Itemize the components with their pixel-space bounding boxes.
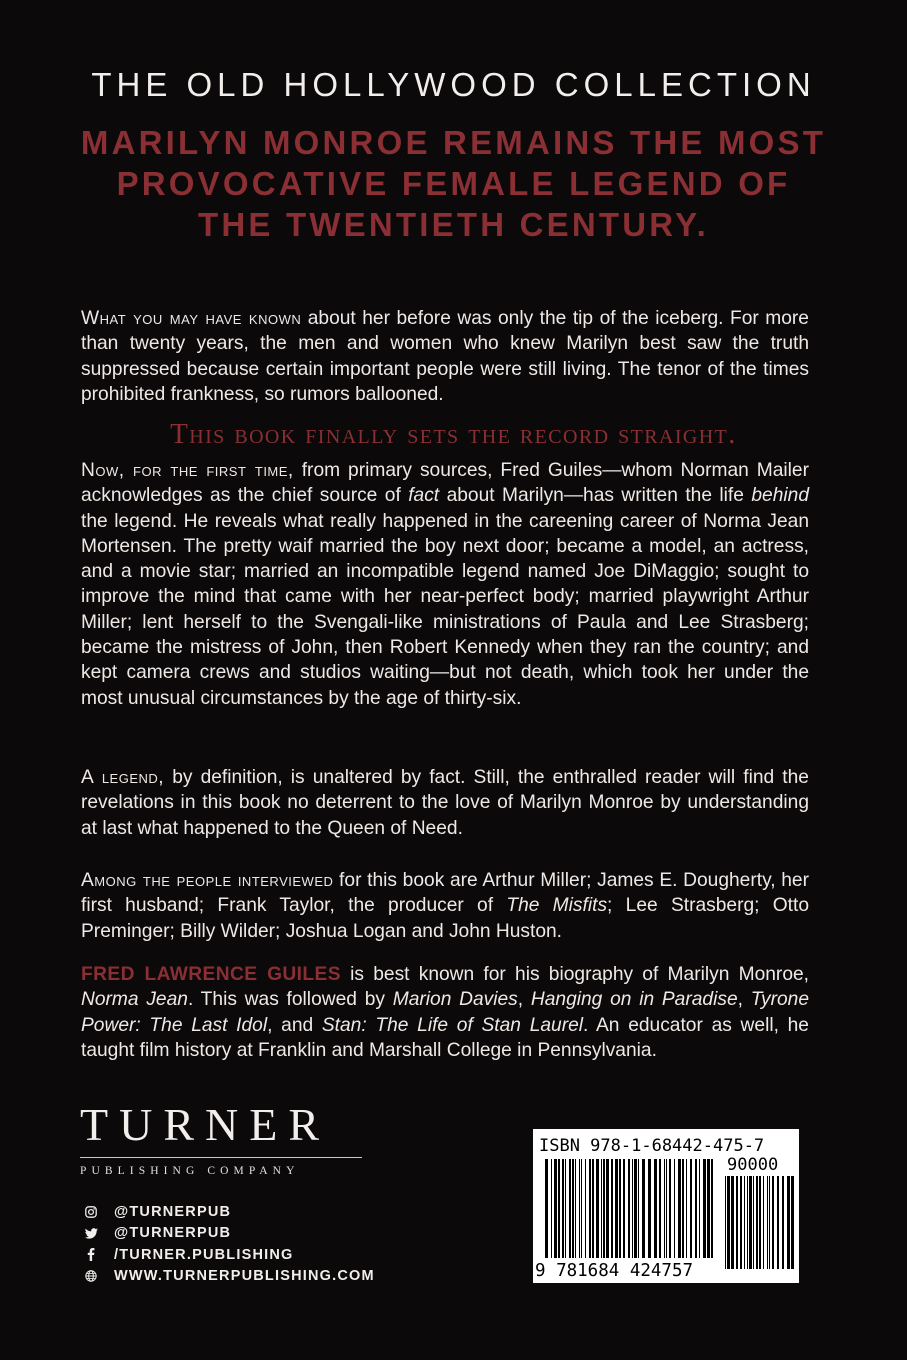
barcode-bar bbox=[554, 1159, 557, 1258]
interviewees-misfits: The Misfits bbox=[506, 895, 608, 917]
barcode-bar bbox=[611, 1159, 613, 1258]
globe-icon bbox=[84, 1269, 98, 1283]
barcode-bar bbox=[654, 1159, 657, 1258]
barcode-bar bbox=[749, 1176, 752, 1269]
price-code: 90000 bbox=[727, 1155, 779, 1175]
barcode-bar bbox=[666, 1159, 667, 1258]
publisher-logo bbox=[80, 1099, 364, 1177]
callout-line: This book finally sets the record straight. bbox=[170, 418, 737, 450]
isbn-label: ISBN 978-1-68442-475-7 bbox=[539, 1136, 765, 1156]
barcode-bar bbox=[731, 1176, 734, 1269]
social-label-website: WWW.TURNERPUBLISHING.COM bbox=[114, 1268, 375, 1285]
barcode-bar bbox=[782, 1176, 784, 1269]
social-row-twitter[interactable] bbox=[84, 1223, 375, 1245]
barcode-bar bbox=[589, 1159, 591, 1258]
bio-text-c: , bbox=[517, 989, 531, 1011]
headline: MARILYN MONROE REMAINS THE MOST PROVOCATIVE FEMALE LEGEND OF THE TWENTIETH CENTURY. bbox=[80, 124, 827, 243]
barcode-bar bbox=[686, 1159, 687, 1258]
barcode-bar bbox=[592, 1159, 594, 1258]
barcode-bar bbox=[569, 1159, 571, 1258]
series-title: THE OLD HOLLYWOOD COLLECTION bbox=[91, 66, 816, 103]
barcode-bar bbox=[558, 1159, 560, 1258]
bio-title-1: Norma Jean bbox=[81, 989, 188, 1011]
barcode-bar bbox=[634, 1159, 637, 1258]
social-row-facebook[interactable] bbox=[84, 1244, 375, 1266]
paragraph-legend bbox=[81, 765, 809, 841]
ean-digits: 9 781684 424757 bbox=[535, 1261, 694, 1281]
barcode-bar bbox=[703, 1159, 706, 1258]
bio-text-b: . This was followed by bbox=[187, 989, 393, 1011]
barcode-bar bbox=[772, 1176, 774, 1269]
barcode-bar bbox=[581, 1159, 582, 1258]
barcode-bar bbox=[669, 1159, 671, 1258]
social-label-facebook: /TURNER.PUBLISHING bbox=[114, 1246, 294, 1263]
main-text-b: about Marilyn—has written the life bbox=[439, 485, 752, 507]
paragraph-main bbox=[81, 458, 809, 711]
social-label-instagram: @TURNERPUB bbox=[114, 1203, 232, 1220]
barcode-bar bbox=[674, 1159, 675, 1258]
social-row-instagram[interactable] bbox=[84, 1201, 375, 1223]
bio-text-f: . An educator as well, he taught film history at Franklin and Marshall College in Pennsylvania. bbox=[81, 1014, 809, 1061]
main-text-c: the legend. He reveals what really happened in the careening career of Norma Jean Mortensen. The pretty waif married the boy next door; became a model, an actress, and a movie star; married an incompatible legend named Joe DiMaggio; sought to improve the mind that came with her near-perfect body; married playwright Arthur Miller; lent herself to the Svengali-like ministrations of Paula and Lee Strasberg; became the mistress of John, then Robert Kennedy when they ran the country; and kept camera crews and studios waiting—but not death, which took her under the most unusual circumstances by the age of thirty-six. bbox=[81, 510, 809, 709]
barcode-bar bbox=[791, 1176, 794, 1269]
twitter-icon bbox=[84, 1226, 98, 1240]
barcode-bar bbox=[740, 1176, 742, 1269]
legend-text: by definition, is unaltered by fact. Still, the enthralled reader will find the revelations in this book no deterrent to the love of Marilyn Monroe by understanding at last what happened to the Queen of Need. bbox=[81, 767, 809, 839]
barcode-bar bbox=[606, 1159, 609, 1258]
barcode-bar bbox=[695, 1159, 697, 1258]
instagram-icon bbox=[84, 1205, 98, 1219]
barcode-bar bbox=[572, 1159, 574, 1258]
barcode-bar bbox=[615, 1159, 618, 1258]
bio-text-d: , bbox=[737, 989, 751, 1011]
interviewees-lead: Among the people interviewed bbox=[81, 870, 334, 891]
barcode-bar bbox=[753, 1176, 754, 1269]
barcode-bar bbox=[769, 1176, 770, 1269]
facebook-icon bbox=[84, 1248, 98, 1262]
main-text-a: from primary sources, Fred Guiles—whom Norman Mailer acknowledges as the chief source of bbox=[81, 460, 809, 507]
barcode-bar bbox=[601, 1159, 602, 1258]
publisher-logo-rule bbox=[80, 1157, 362, 1158]
barcode-bar bbox=[767, 1176, 768, 1269]
barcode-bar bbox=[777, 1176, 779, 1269]
barcode-bar bbox=[628, 1159, 630, 1258]
barcode-bar bbox=[638, 1159, 639, 1258]
barcode-bar bbox=[664, 1159, 665, 1258]
bio-title-3: Hanging on in Paradise bbox=[530, 989, 738, 1011]
barcode-bar bbox=[727, 1176, 730, 1269]
barcode-bar bbox=[565, 1159, 566, 1258]
barcode-bar bbox=[699, 1159, 700, 1258]
bio-title-2: Marion Davies bbox=[392, 989, 518, 1011]
barcode-bar bbox=[763, 1176, 764, 1269]
barcode-bar bbox=[744, 1176, 745, 1269]
social-row-website[interactable] bbox=[84, 1266, 375, 1288]
barcode-bar bbox=[711, 1159, 713, 1258]
barcode-bar bbox=[551, 1159, 552, 1258]
barcode-bar bbox=[756, 1176, 758, 1269]
barcode-bar bbox=[707, 1159, 710, 1258]
main-lead: Now, for the first time, bbox=[81, 460, 294, 481]
main-text-fact: fact bbox=[408, 485, 440, 507]
barcode-bar bbox=[623, 1159, 625, 1258]
social-label-twitter: @TURNERPUB bbox=[114, 1225, 232, 1242]
barcode-bar bbox=[632, 1159, 633, 1258]
barcode-bar bbox=[619, 1159, 621, 1258]
main-text-behind: behind bbox=[751, 485, 809, 507]
barcode-bar bbox=[725, 1176, 726, 1269]
barcode-bar bbox=[579, 1159, 580, 1258]
barcode-bar bbox=[562, 1159, 564, 1258]
barcode-bar bbox=[759, 1176, 761, 1269]
barcode-bar bbox=[747, 1176, 748, 1269]
barcode-bar bbox=[585, 1159, 586, 1258]
paragraph-interviewees bbox=[81, 868, 809, 944]
barcode-bar bbox=[678, 1159, 681, 1258]
barcode-bar bbox=[787, 1176, 790, 1269]
barcode-bar bbox=[659, 1159, 661, 1258]
intro-lead: What you may have known bbox=[81, 308, 302, 329]
publisher-logo-subtitle: PUBLISHING COMPANY bbox=[80, 1165, 300, 1177]
author-bio bbox=[81, 962, 809, 1063]
barcode-bar bbox=[682, 1159, 684, 1258]
publisher-logo-word: TURNER bbox=[80, 1099, 330, 1150]
barcode-bar bbox=[736, 1176, 738, 1269]
author-name: FRED LAWRENCE GUILES bbox=[81, 964, 341, 985]
isbn-barcode bbox=[533, 1129, 799, 1283]
barcode-bar bbox=[603, 1159, 605, 1258]
barcode-bar bbox=[690, 1159, 692, 1258]
bio-title-5: Stan: The Life of Stan Laurel bbox=[321, 1014, 584, 1036]
barcode-bar bbox=[545, 1159, 548, 1258]
barcode-bar bbox=[575, 1159, 576, 1258]
interviewees-text-a: for this book are Arthur Miller; James E. Dougherty, her first husband; Frank Taylor, the producer of bbox=[81, 870, 809, 917]
barcode-graphic bbox=[533, 1129, 799, 1283]
bio-text-e: , and bbox=[267, 1014, 322, 1036]
intro-text: about her before was only the tip of the iceberg. For more than twenty years, the men and women who knew Marilyn best saw the truth suppressed because certain important people were still living. The tenor of the times prohibited frankness, so rumors ballooned. bbox=[81, 308, 809, 405]
interviewees-text-b: ; Lee Strasberg; Otto Preminger; Billy Wilder; Joshua Logan and John Huston. bbox=[81, 895, 809, 942]
barcode-bar bbox=[648, 1159, 651, 1258]
barcode-bar bbox=[596, 1159, 599, 1258]
social-links bbox=[84, 1201, 375, 1287]
legend-lead: A legend, bbox=[81, 767, 165, 788]
barcode-bar bbox=[642, 1159, 645, 1258]
paragraph-intro bbox=[81, 306, 809, 407]
bio-title-4: Tyrone Power: The Last Idol bbox=[81, 989, 810, 1036]
bio-text-a: is best known for his biography of Marilyn Monroe, bbox=[340, 964, 809, 985]
